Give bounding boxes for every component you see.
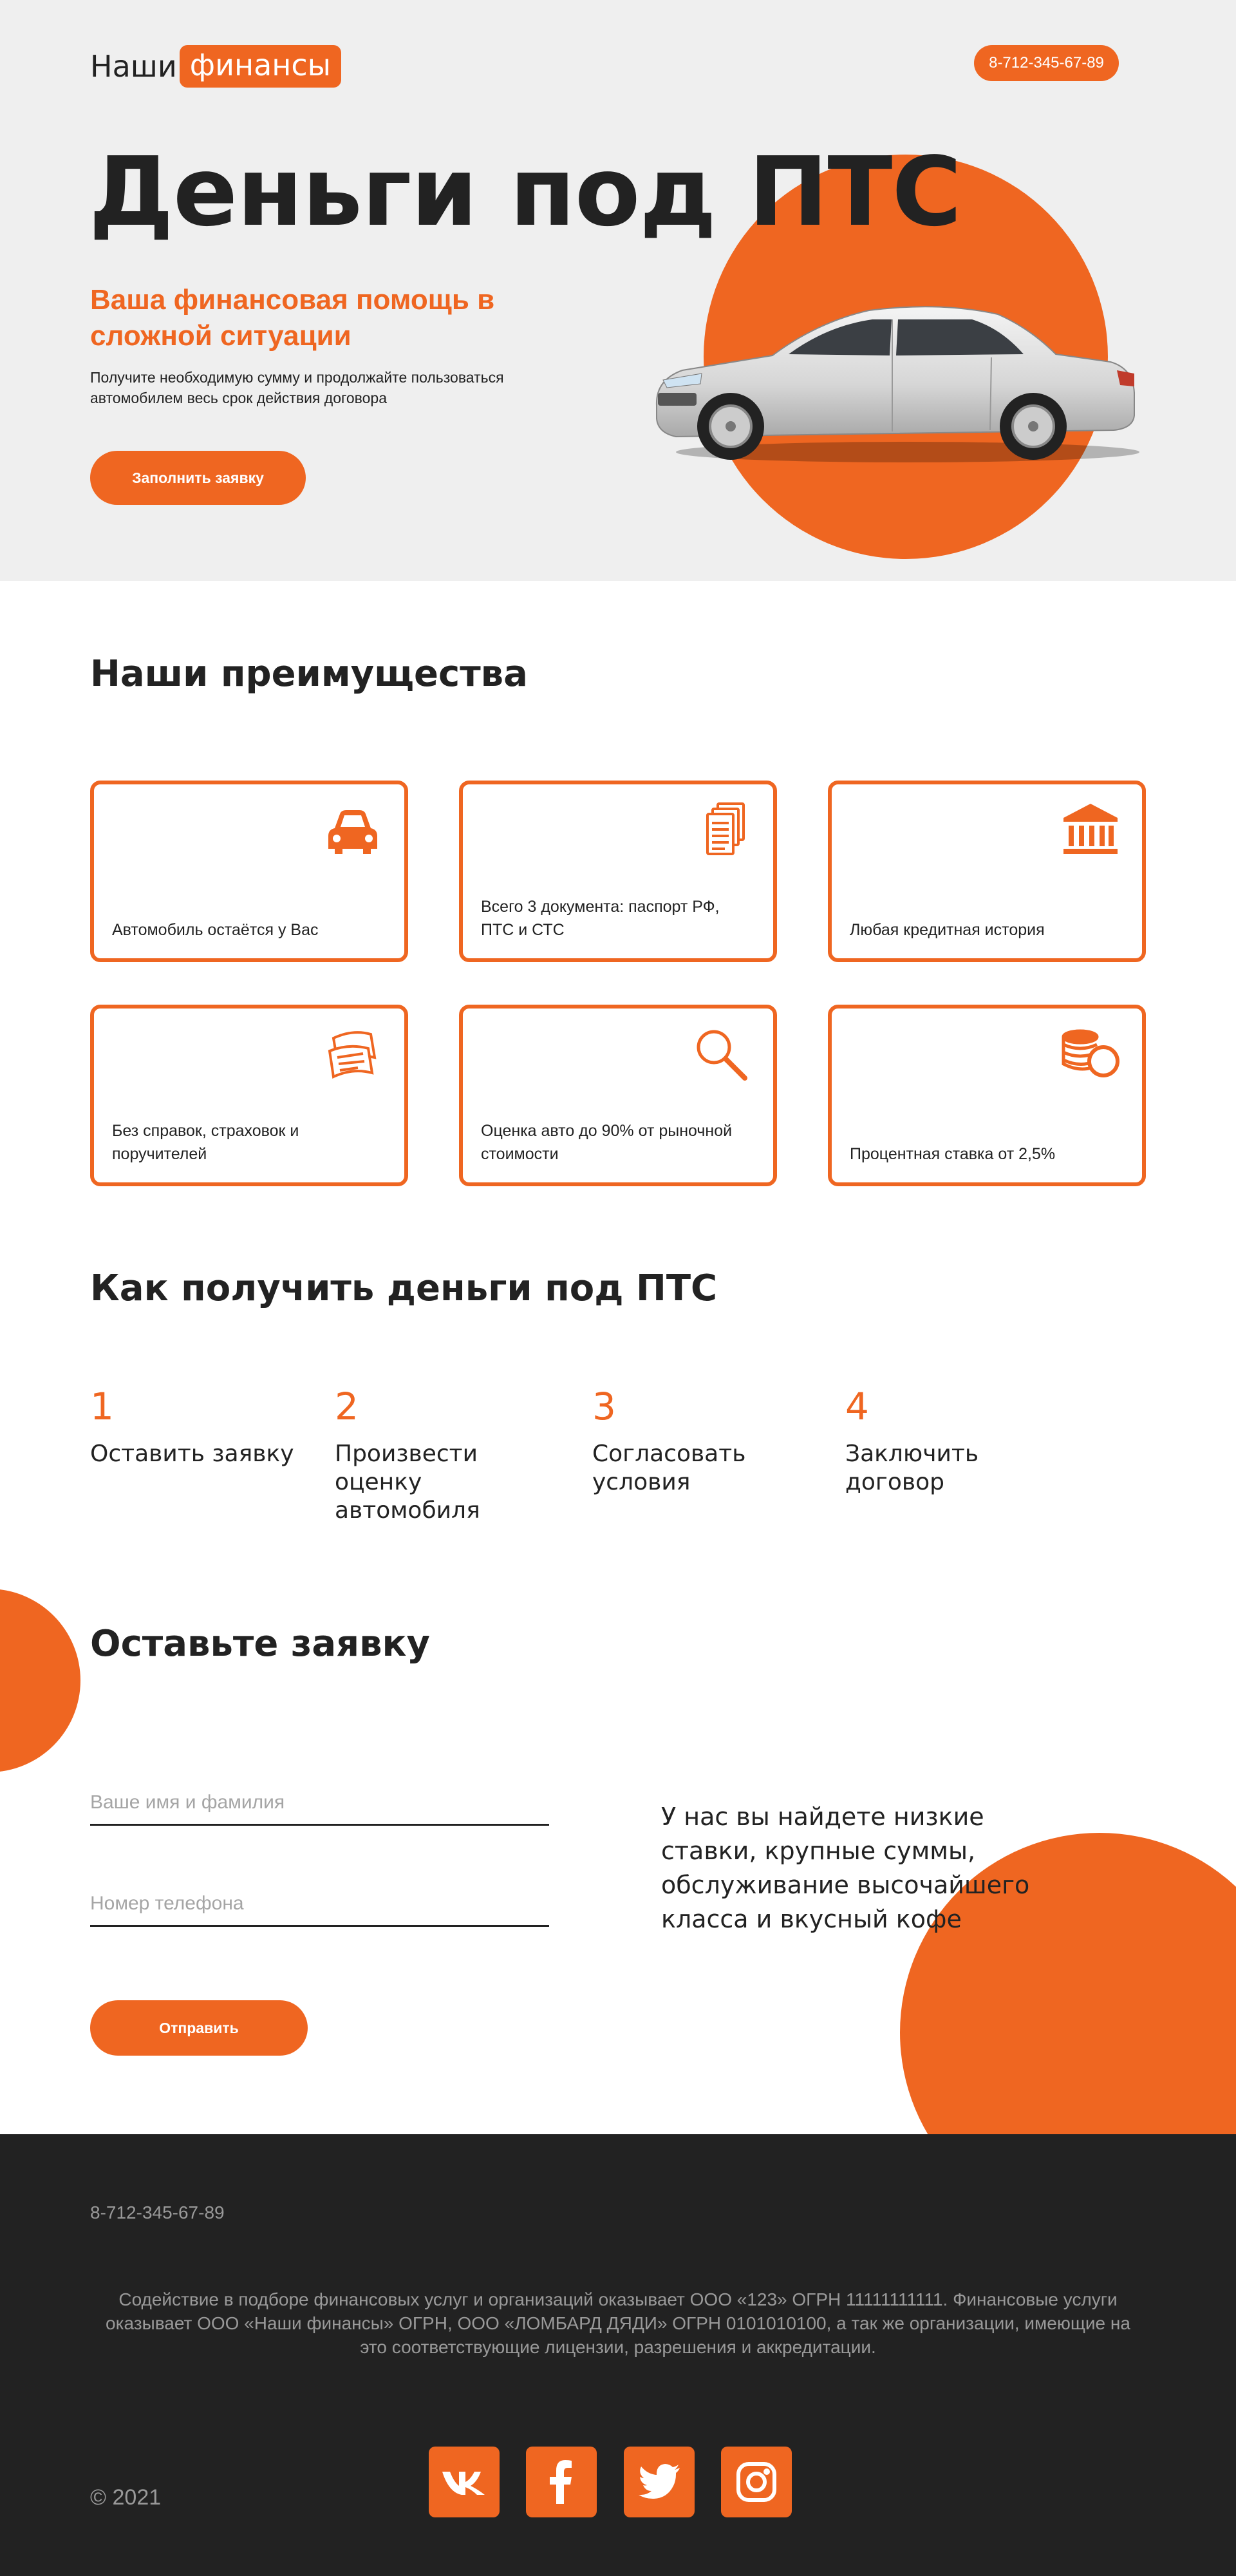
advantage-text: Любая кредитная история (850, 921, 1045, 939)
header-phone-button[interactable]: 8-712-345-67-89 (974, 45, 1119, 81)
name-field[interactable] (90, 1781, 549, 1826)
form-title: Оставьте заявку (90, 1623, 431, 1665)
name-input[interactable] (90, 1781, 549, 1824)
logo-word-2: финансы (180, 45, 341, 88)
hero-description: Получите необходимую сумму и продолжайте пользоваться автомобилем весь срок действия договора (90, 369, 504, 406)
advantage-text: Всего 3 документа: паспорт РФ, ПТС и СТС (481, 898, 720, 939)
decor-circle-left (0, 1589, 80, 1772)
car-icon (321, 801, 385, 859)
magnifier-icon (689, 1025, 754, 1083)
footer-legal-text: Содействие в подборе финансовых услуг и организаций оказывает ООО «123» ОГРН 11111111111. Финансовые услуги оказывает ООО «Наши финансы» ОГРН, ООО «ЛОМБАРД ДЯДИ» ОГРН 0101010100, а так же организации, имеющие на это соответствующие лицензии, разрешения и аккредитации. (106, 2289, 1130, 2357)
facebook-icon (536, 2456, 587, 2508)
bank-icon (1058, 801, 1123, 859)
advantage-card (90, 781, 408, 962)
advantage-text: Оценка авто до 90% от рыночной стоимости (481, 1122, 733, 1163)
phone-field[interactable] (90, 1882, 549, 1927)
car-image (637, 283, 1152, 470)
logo[interactable] (90, 45, 341, 88)
hero-title: Деньги под ПТС (89, 137, 961, 247)
step-label: Заключить договор (845, 1441, 979, 1495)
step (845, 1385, 1013, 1497)
advantage-card (828, 1005, 1146, 1186)
step-label: Оставить заявку (90, 1441, 294, 1467)
step (592, 1385, 760, 1497)
advantage-text: Без справок, страховок и поручителей (112, 1122, 299, 1163)
step-number: 1 (90, 1385, 114, 1428)
instagram-icon (731, 2456, 782, 2508)
fill-application-button[interactable]: Заполнить заявку (90, 451, 306, 505)
vk-icon (438, 2456, 490, 2508)
step-number: 2 (335, 1385, 359, 1428)
facebook-link[interactable] (526, 2447, 597, 2517)
submit-button[interactable]: Отправить (90, 2000, 308, 2056)
advantage-card (828, 781, 1146, 962)
instagram-link[interactable] (721, 2447, 792, 2517)
step-number: 4 (845, 1385, 869, 1428)
footer-phone-link[interactable]: 8-712-345-67-89 (90, 2202, 225, 2222)
step (335, 1385, 566, 1525)
step-number: 3 (592, 1385, 616, 1428)
hero-subtitle: Ваша финансовая помощь в сложной ситуации (90, 284, 495, 352)
documents-icon (689, 801, 754, 859)
twitter-link[interactable] (624, 2447, 695, 2517)
hero-section (0, 0, 1236, 581)
vk-link[interactable] (429, 2447, 500, 2517)
advantages-title: Наши преимущества (90, 653, 528, 695)
footer (0, 2134, 1236, 2576)
step-label: Произвести оценку автомобиля (335, 1441, 480, 1524)
receipt-icon (321, 1025, 385, 1083)
logo-word-1: Наши (90, 49, 177, 84)
advantage-text: Автомобиль остаётся у Вас (112, 921, 319, 939)
step-label: Согласовать условия (592, 1441, 746, 1495)
advantage-card (459, 1005, 777, 1186)
advantage-card (90, 1005, 408, 1186)
phone-input[interactable] (90, 1882, 549, 1925)
steps-title: Как получить деньги под ПТС (90, 1267, 718, 1309)
coins-icon (1058, 1025, 1123, 1083)
step (90, 1385, 309, 1468)
promo-text: У нас вы найдете низкие ставки, крупные суммы, обслуживание высочайшего класса и вкусный кофе (661, 1803, 1030, 1933)
advantage-text: Процентная ставка от 2,5% (850, 1145, 1056, 1163)
twitter-icon (633, 2456, 685, 2508)
advantage-card (459, 781, 777, 962)
copyright: © 2021 (90, 2485, 162, 2510)
